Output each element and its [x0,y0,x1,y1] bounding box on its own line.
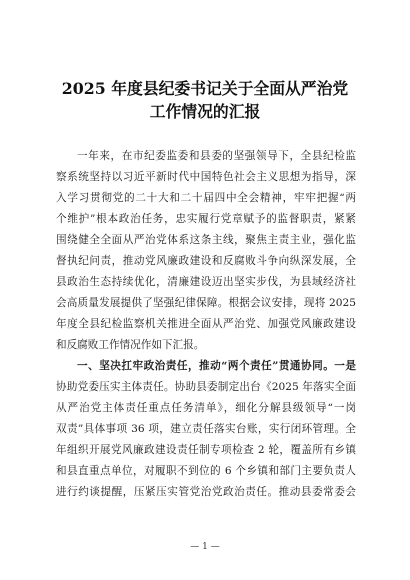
intro-paragraph-line: 会高质量发展提供了坚强纪律保障。根据会议安排，现将 2025 [56,297,356,309]
section-1-paragraph-line: 从严治党主体责任重点任务清单》，细化分解县级领导“一岗 [56,402,356,414]
section-1-paragraph-line: 双责”具体事项 36 项，建立责任落实台账，实行闭环管理。全 [56,423,356,435]
intro-paragraph-line: 围绕健全全面从严治党体系这条主线，聚焦主责主业，强化监 [56,234,356,246]
intro-paragraph-line: 入学习贯彻党的二十大和二十届四中全会精神，牢牢把握“两 [56,192,356,204]
intro-paragraph-line: 个维护”根本政治任务，忠实履行党章赋予的监督职责，紧紧 [56,213,356,225]
section-1-paragraph-line: 和县直重点单位，对履职不到位的 6 个乡镇和部门主要负责人 [56,465,356,477]
section-1-paragraph-line: 年组织开展党风廉政建设责任制专项检查 2 轮，覆盖所有乡镇 [56,444,356,456]
intro-paragraph-line: 县政治生态持续优化，清廉建设迈出坚实步伐，为县域经济社 [56,276,356,288]
document-title-line-2: 工作情况的汇报 [149,102,261,121]
intro-paragraph-line: 督执纪问责，推动党风廉政建设和反腐败斗争向纵深发展，全 [56,255,356,267]
intro-paragraph-line: 年度全县纪检监察机关推进全面从严治党、加强党风廉政建设 [56,318,356,330]
section-1-paragraph-line: 协助党委压实主体责任。协助县委制定出台《2025 年落实全面 [56,381,356,393]
intro-paragraph-line: 一年来，在市纪委监委和县委的坚强领导下，全县纪检监 [77,150,356,162]
page-number: — 1 — [190,542,220,552]
intro-paragraph-line: 察系统坚持以习近平新时代中国特色社会主义思想为指导，深 [56,171,356,183]
intro-paragraph-line: 和反腐败工作情况作如下汇报。 [56,339,205,351]
section-1-heading: 一、坚决扛牢政治责任，推动“两个责任”贯通协同。一是 [77,360,356,372]
section-1-paragraph-line: 进行约谈提醒，压紧压实管党治党政治责任。推动县委常委会 [56,486,356,498]
document-title-line-1: 2025 年度县纪委书记关于全面从严治党 [61,79,349,98]
